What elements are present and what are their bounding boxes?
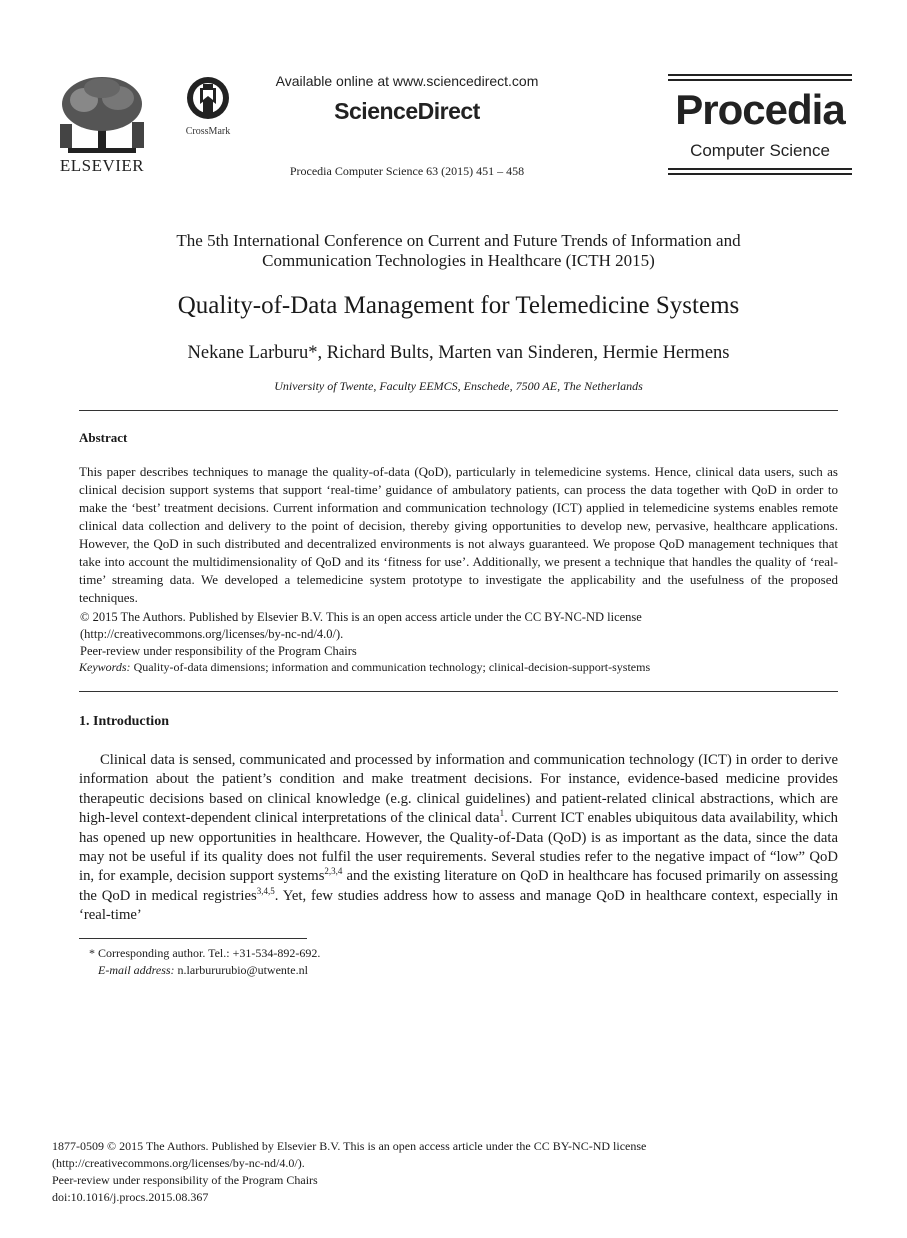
keywords-label: Keywords:: [79, 660, 131, 674]
elsevier-logo: [52, 74, 152, 176]
footnote-divider: [79, 938, 307, 939]
email-line: [89, 962, 689, 979]
peer-review-line: Peer-review under responsibility of the Program Chairs: [80, 644, 357, 658]
abstract-heading: Abstract: [79, 430, 128, 445]
paper-title: Quality-of-Data Management for Telemedicine Systems: [177, 292, 740, 319]
citation-ref[interactable]: 3,4,5: [256, 885, 275, 896]
section-heading-introduction: 1. Introduction: [79, 714, 169, 729]
crossmark-icon: [186, 76, 230, 120]
introduction-body: [79, 751, 838, 926]
procedia-subtitle: Computer Science: [690, 141, 830, 160]
affiliation: University of Twente, Faculty EEMCS, Enschede, 7500 AE, The Netherlands: [274, 379, 643, 393]
intro-text-1: Clinical data is sensed, communicated and processed by information and communication technology (ICT) in order to derive information about the patient’s condition and make treatment decisions. For instance, evidence-based medicine provides therapeutic decisions based on clinical knowledge (e.g. clinical guidelines) and patient-related clinical abstractions, which are high-level context-dependent clinical interpretations of the clinical data: [79, 752, 838, 827]
introduction-paragraph: [79, 751, 838, 926]
conference-line-2: Communication Technologies in Healthcare (ICTH 2015): [262, 251, 655, 270]
email-label: E-mail address:: [98, 963, 175, 977]
abstract-body: This paper describes techniques to manage the quality-of-data (QoD), particularly in telemedicine systems. Hence, clinical data users, such as clinical decision support systems that support ‘real-time’ guidance of ambulatory patients, can process the data together with QoD in order to make the ‘best’ treatment decisions. Current information and communication technology (ICT) applied in telemedicine systems enables remote clinical data collection and delivery to the point of decision, thereby giving opportunities to develop new, pervasive, healthcare applications. However, the QoD in such distributed and decentralized environments is not always guaranteed. We propose QoD management techniques that take into account the multidimensionality of QoD and its ‘fitness for use’. Additionally, we present a technique that handles the quality of ‘real-time’ streaming data. We developed a telemedicine system prototype to investigate the applicability and the usefulness of the proposed techniques.: [79, 464, 838, 605]
elsevier-wordmark: ELSEVIER: [59, 156, 145, 175]
copyright-notice: [80, 609, 839, 660]
available-online-link[interactable]: Available online at www.sciencedirect.com: [275, 73, 539, 89]
crossmark-badge[interactable]: [180, 76, 236, 137]
divider-bottom: [79, 691, 838, 692]
email-address[interactable]: n.larbururubio@utwente.nl: [177, 963, 308, 977]
crossmark-label: CrossMark: [185, 126, 231, 137]
license-link[interactable]: (http://creativecommons.org/licenses/by-nc-nd/4.0/).: [80, 627, 344, 641]
procedia-logo: [668, 74, 852, 178]
divider-top: [79, 410, 838, 411]
keywords: [79, 660, 838, 675]
corresponding-author: * Corresponding author. Tel.: +31-534-892-692.: [89, 946, 321, 960]
sciencedirect-logo[interactable]: ScienceDirect: [334, 98, 480, 124]
procedia-wordmark: Procedia: [675, 86, 845, 133]
logo-rule-bottom: [668, 168, 852, 170]
copyright-line-1: © 2015 The Authors. Published by Elsevier B.V. This is an open access article under the CC BY-NC-ND license: [80, 610, 642, 624]
intro-text-3: and the existing literature on QoD in healthcare has focused primarily on assessing the QoD in medical registries: [79, 868, 838, 904]
journal-reference: Procedia Computer Science 63 (2015) 451 – 458: [289, 164, 525, 178]
footer-license-link[interactable]: (http://creativecommons.org/licenses/by-nc-nd/4.0/).: [52, 1156, 305, 1170]
intro-text-4: . Yet, few studies address how to assess and manage QoD in healthcare context, especially in ‘real-time’: [79, 887, 839, 924]
conference-name: [60, 231, 857, 271]
footer-issn-line: 1877-0509 © 2015 The Authors. Published by Elsevier B.V. This is an open access article under the CC BY-NC-ND license: [52, 1139, 647, 1153]
author-list: Nekane Larburu*, Richard Bults, Marten van Sinderen, Hermie Hermens: [187, 343, 730, 363]
logo-rule-top-2: [668, 79, 852, 81]
elsevier-tree-icon: [54, 74, 150, 156]
page-footer: [52, 1138, 852, 1206]
footnote: [89, 945, 689, 979]
citation-ref[interactable]: 2,3,4: [324, 866, 343, 877]
keywords-list: Quality-of-data dimensions; information and communication technology; clinical-decision-support-systems: [133, 660, 651, 674]
footer-peer-review: Peer-review under responsibility of the Program Chairs: [52, 1173, 318, 1187]
logo-rule-bottom-2: [668, 173, 852, 175]
footer-doi[interactable]: doi:10.1016/j.procs.2015.08.367: [52, 1190, 209, 1204]
citation-ref[interactable]: 1: [499, 808, 505, 819]
logo-rule-top: [668, 74, 852, 76]
intro-text-2: . Current ICT enables ubiquitous data availability, which has opened up new opportunities in healthcare. However, the Quality-of-Data (QoD) is as important as the data, since the data may not be useful if its quality does not fulfil the user requirements. Several studies refer to the negative impact of “low” QoD in, for example, decision support systems: [79, 810, 838, 885]
conference-line-1: The 5th International Conference on Current and Future Trends of Information and: [176, 231, 741, 250]
